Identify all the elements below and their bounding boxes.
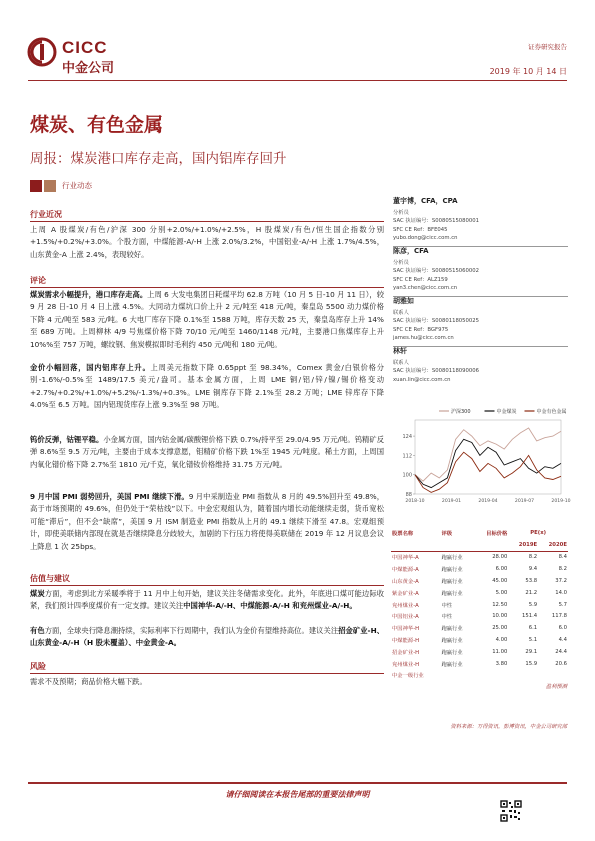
valuation-metals-paragraph	[30, 625, 384, 650]
cicc-logo-icon	[28, 38, 56, 66]
table-cell: 跑赢行业	[441, 567, 463, 574]
stock-name-cell: 中国铝业-A	[392, 614, 419, 621]
stock-name-cell: 招金矿业-H	[392, 649, 420, 656]
y-tick-label: 100	[402, 472, 412, 479]
table-cell: 3.80	[495, 660, 508, 667]
stock-name-cell: 紫金矿业-A	[392, 590, 419, 597]
x-tick-label: 2019-04	[478, 499, 498, 504]
table-cell: 中性	[441, 602, 453, 609]
table-cell: 5.00	[495, 589, 508, 596]
series-line	[415, 452, 561, 492]
stock-rating-table	[391, 527, 568, 681]
analyst-detail: SAC 执证编号：S0080515060002	[393, 268, 480, 275]
analyst-email[interactable]: xuan.lin@cicc.com.cn	[393, 376, 451, 383]
table-cell: 6.1	[528, 625, 538, 632]
performance-line-chart	[391, 402, 571, 512]
table-row	[391, 563, 568, 575]
table-row	[391, 575, 568, 587]
legend-label: 中金煤炭	[496, 409, 517, 415]
table-cell: 45.00	[492, 578, 508, 585]
table-cell: 9.4	[528, 566, 538, 573]
valuation-coal-paragraph	[30, 588, 384, 613]
table-cell: 53.8	[525, 578, 538, 585]
category-marker	[30, 180, 42, 192]
analyst-name: 董宇博，CFA，CPA	[393, 197, 458, 205]
header-divider	[28, 80, 567, 81]
table-cell: 跑赢行业	[441, 590, 463, 597]
table-cell: 跑赢行业	[441, 579, 463, 586]
category-marker-secondary	[44, 180, 56, 192]
table-cell: 跑赢行业	[441, 638, 463, 645]
analyst-name: 陈彦，CFA	[393, 247, 429, 255]
gold-paragraph	[30, 362, 384, 412]
analyst-role: 分析员	[393, 260, 409, 266]
table-header-cell: 股票名称	[392, 530, 414, 537]
table-header-row	[391, 527, 568, 539]
table-cell: 20.6	[555, 660, 567, 667]
analyst-detail: SAC 执证编号：S0080118050025	[393, 318, 480, 325]
analyst-email[interactable]: yan3.chen@cicc.com.cn	[393, 285, 458, 292]
analyst-role: 联系人	[393, 310, 409, 316]
report-date: 2019 年 10 月 14 日	[489, 67, 567, 76]
stock-name-cell: 中煤能源-H	[392, 638, 420, 645]
table-cell: 21.2	[525, 589, 538, 596]
y-tick-label: 124	[402, 434, 412, 441]
stock-name-cell: 中金一级行业	[392, 673, 424, 680]
section-heading-risk: 风险	[30, 662, 46, 671]
section-divider	[30, 221, 384, 222]
section-divider	[30, 673, 384, 674]
table-row	[391, 634, 568, 646]
tungsten-text: 小金属方面，国内钴金属/碳酸锂价格下跌 0.7%/持平至 29.0/4.95 万元/吨。钨精矿反弹 8.6%至 9.5 万元/吨，主要由于成本支撑意愿，钼精矿价格下跌 1%至 1945 元/吨度。稀土方面，上周国内氧化镨价格下降 2.7%至 1810 元/千克，氧化镨钕价格维持 31.75 万元/吨。	[30, 435, 385, 469]
pmi-paragraph	[30, 491, 384, 553]
section-divider	[30, 287, 384, 288]
analyst-detail: SFC CE Ref：BGF975	[393, 326, 449, 333]
valuation-metals-picks: 招金矿业-H、山东黄金-A/-H（H 股未覆盖）、中金黄金-A。	[30, 626, 385, 648]
analyst-detail: SFC CE Ref：ALZ159	[393, 276, 448, 283]
x-tick-label: 2019-07	[514, 499, 535, 504]
overview-paragraph: 上周 A 股煤炭/有色/沪深 300 分别+2.0%/+1.0%/+2.5%，H 股煤炭/有色/恒生国企指数分别+1.5%/+0.2%/+3.0%。个股方面，中煤能源-A/-H 上涨 2.0%/3.2%，中国铝业-A/-H 上涨 1.7%/4.5%，山东黄金-A 上涨 2.4%，表现较好。	[30, 225, 384, 259]
analyst-detail: SFC CE Ref：BFE045	[393, 226, 448, 233]
table-cell: 8.2	[558, 566, 567, 573]
legal-disclaimer-link[interactable]: 请仔细阅读在本报告尾部的重要法律声明	[225, 790, 370, 799]
table-row	[391, 646, 568, 658]
pmi-lead: 9 月中国 PMI 弱势回升，美国 PMI 继续下滑。	[30, 492, 189, 501]
y-tick-label: 112	[402, 453, 412, 460]
page-title: 煤炭、有色金属	[30, 114, 164, 136]
section-heading-comment: 评论	[30, 276, 46, 285]
footer-divider	[28, 782, 567, 784]
table-cell: 8.2	[528, 554, 538, 561]
valuation-coal-lead: 煤炭	[30, 589, 45, 598]
chart-legend	[439, 408, 567, 415]
analyst-block	[393, 246, 568, 296]
table-cell: 15.9	[525, 660, 538, 667]
table-cell: 28.00	[492, 554, 508, 561]
table-cell: 6.0	[558, 625, 567, 632]
table-cell	[538, 670, 568, 682]
page-subtitle: 周报：煤炭港口库存走高，国内铝库存回升	[30, 151, 287, 167]
risk-paragraph: 需求不及预期；商品价格大幅下跌。	[30, 677, 147, 686]
x-tick-label: 2019-10	[551, 499, 571, 504]
table-cell: 5.1	[528, 637, 538, 644]
analyst-name: 胡雅如	[393, 297, 414, 305]
table-header-cell: 2020E	[548, 541, 567, 548]
category-label: 行业动态	[62, 181, 92, 190]
chart-frame	[415, 420, 561, 494]
coal-lead: 煤炭需求小幅提升，港口库存走高。	[30, 290, 148, 299]
table-header-cell: 2019E	[518, 541, 538, 548]
analyst-email[interactable]: james.hu@cicc.com.cn	[393, 335, 454, 342]
table-cell: 151.4	[522, 613, 538, 620]
table-cell: 29.1	[525, 648, 538, 655]
x-tick-label: 2018-10	[405, 499, 425, 504]
gold-lead: 金价小幅回落，国内铝库存上升。	[30, 363, 151, 372]
table-header-cell: PE(x)	[530, 529, 547, 536]
table-cell: 14.0	[555, 589, 567, 596]
table-cell: 中性	[441, 614, 453, 621]
qr-code-icon	[500, 800, 522, 822]
table-subheader-row	[391, 539, 568, 551]
analyst-role: 分析员	[393, 210, 409, 216]
tungsten-lead: 钨价反弹，钴锂平稳。	[30, 435, 104, 444]
table-header-cell: 评级	[441, 530, 453, 537]
legend-label: 沪深300	[451, 409, 471, 415]
table-cell: 5.7	[558, 601, 567, 608]
analyst-detail: SAC 执证编号：S0080515080001	[393, 218, 480, 225]
analyst-detail: SAC 执证编号：S0080118090006	[393, 368, 480, 375]
table-row	[391, 551, 568, 563]
stock-name-cell: 中国神华-H	[392, 626, 420, 633]
section-divider	[30, 585, 384, 586]
x-tick-label: 2019-01	[441, 499, 462, 504]
table-header-cell: 目标价格	[486, 530, 508, 537]
valuation-metals-text: 方面，全球央行降息潮持续，实际利率下行周期中，我们认为金价有望维持高位。建议关注	[44, 626, 339, 635]
logo-text-en: CICC	[62, 38, 108, 57]
table-cell: 跑赢行业	[441, 555, 463, 562]
table-cell: 6.00	[495, 566, 508, 573]
analyst-name: 林轩	[393, 347, 407, 355]
analyst-block	[393, 296, 568, 346]
chart-axes	[402, 420, 570, 504]
table-row	[391, 599, 568, 611]
section-heading-overview: 行业近况	[30, 210, 62, 219]
pmi-text: 9 月中采制造业 PMI 指数从 8 月的 49.5%回升至 49.8%，高于市场预期的 49.6%，但仍处于“荣枯线”以下。中金宏观组认为，随着国内增长动能继续走弱，货币宽松可能“滞后”，但不会“缺席”，美国 9 月 ISM 制造业 PMI 指数从上月的 49.1 继续下滑至 47.8。宏观组预计，即使美联储内部现在就是否继续降息分歧较大，加剧的下行压力将使得美联储在 2019 年 12 月议息会议上降息 1 次 25bps。	[30, 492, 384, 551]
report-type: 证券研究报告	[528, 43, 567, 51]
table-cell: 24.4	[555, 648, 567, 655]
tungsten-paragraph	[30, 434, 384, 471]
table-row	[391, 587, 568, 599]
source-note: 资料来源：万得资讯，彭博资讯，中金公司研究部	[450, 724, 567, 730]
table-cell: 4.4	[558, 637, 567, 644]
stock-name-cell: 兖州煤业-H	[392, 661, 420, 668]
valuation-coal-text: 方面，考虑到北方采暖季将于 11 月中上旬开始，建议关注冬储需求变化。此外，年底进口煤可能边际收紧，我们预计四季度煤价有一定支撑。建议关注	[30, 589, 385, 611]
analyst-role: 联系人	[393, 360, 409, 366]
table-cell	[508, 670, 538, 682]
table-cell	[474, 670, 508, 682]
coal-paragraph	[30, 289, 384, 351]
table-row	[391, 670, 568, 682]
table-cell: 8.4	[558, 554, 567, 561]
analyst-block	[393, 196, 568, 246]
table-row	[391, 611, 568, 623]
table-source-note: 盈利预测	[545, 684, 567, 690]
logo-text-cn: 中金公司	[62, 61, 115, 76]
analyst-block	[393, 346, 568, 384]
table-row	[391, 622, 568, 634]
chart-lines	[415, 428, 561, 492]
stock-name-cell: 兖州煤业-A	[392, 602, 419, 609]
valuation-metals-lead: 有色	[30, 626, 45, 635]
table-cell: 117.8	[551, 613, 567, 620]
analyst-email[interactable]: yubo.dong@cicc.com.cn	[393, 235, 458, 242]
table-row	[391, 658, 568, 670]
table-cell: 5.9	[528, 601, 538, 608]
table-cell: 跑赢行业	[441, 626, 463, 633]
table-cell: 4.00	[495, 637, 508, 644]
table-cell: 11.00	[492, 648, 508, 655]
stock-name-cell: 中煤能源-A	[392, 567, 419, 574]
table-cell	[440, 670, 474, 682]
table-cell: 跑赢行业	[441, 661, 463, 668]
gold-text: 上周美元指数下降 0.65ppt 至 98.34%，Comex 黄金/白银价格分别-1.6%/-0.5%至 1489/17.5 美元/盎司。基本金属方面，上周 LME 铜/铝/锌/镍/锡价格变动+2.7%/+0.2%/+1.0%/+5.2%/-1.3%/+0.3%。LME 铜库存下降 2.1%至 28.2 万吨；LME 锌库存下降 4.0%至 6.5 万吨。国内铝现货库存上涨 9.3%至 98 万吨。	[30, 363, 385, 410]
table-cell: 37.2	[555, 578, 567, 585]
table-cell: 跑赢行业	[441, 649, 463, 656]
y-tick-label: 88	[405, 492, 412, 498]
legend-label: 中金有色金属	[536, 409, 567, 415]
valuation-coal-picks: 中国神华-A/-H、中煤能源-A/-H 和兖州煤业-A/-H。	[183, 601, 357, 611]
series-line	[415, 428, 561, 481]
stock-name-cell: 山东黄金-A	[392, 579, 419, 586]
table-cell: 10.00	[492, 613, 508, 620]
table-cell: 25.00	[492, 625, 508, 632]
stock-name-cell: 中国神华-A	[392, 555, 419, 562]
table-cell: 12.50	[492, 601, 508, 608]
section-heading-valuation: 估值与建议	[30, 574, 70, 583]
coal-text: 上周 6 大发电集团日耗煤平均 62.8 万吨（10 月 5 日-10 月 11 日），较 9 月 28 日-10 月 4 日上涨 4.5%。大同动力煤坑口价上升 2 元/吨至 418 元/吨，秦皇岛 5500 动力煤价格下降 4 元/吨至 583 元/吨。6 大电厂库存下降 0.1%至 1588 万吨，库存天数 25 天，秦皇岛库存上升 14%至 689 万吨。上周柳林 4/9 号焦煤价格下降 70/10 元/吨至 1460/1148 元/吨，主要港口焦煤库存上升 10%%至 757 万吨，螺纹钢、焦炭模拟即时毛利约 450 元/吨和 180 元/吨。	[30, 290, 384, 349]
